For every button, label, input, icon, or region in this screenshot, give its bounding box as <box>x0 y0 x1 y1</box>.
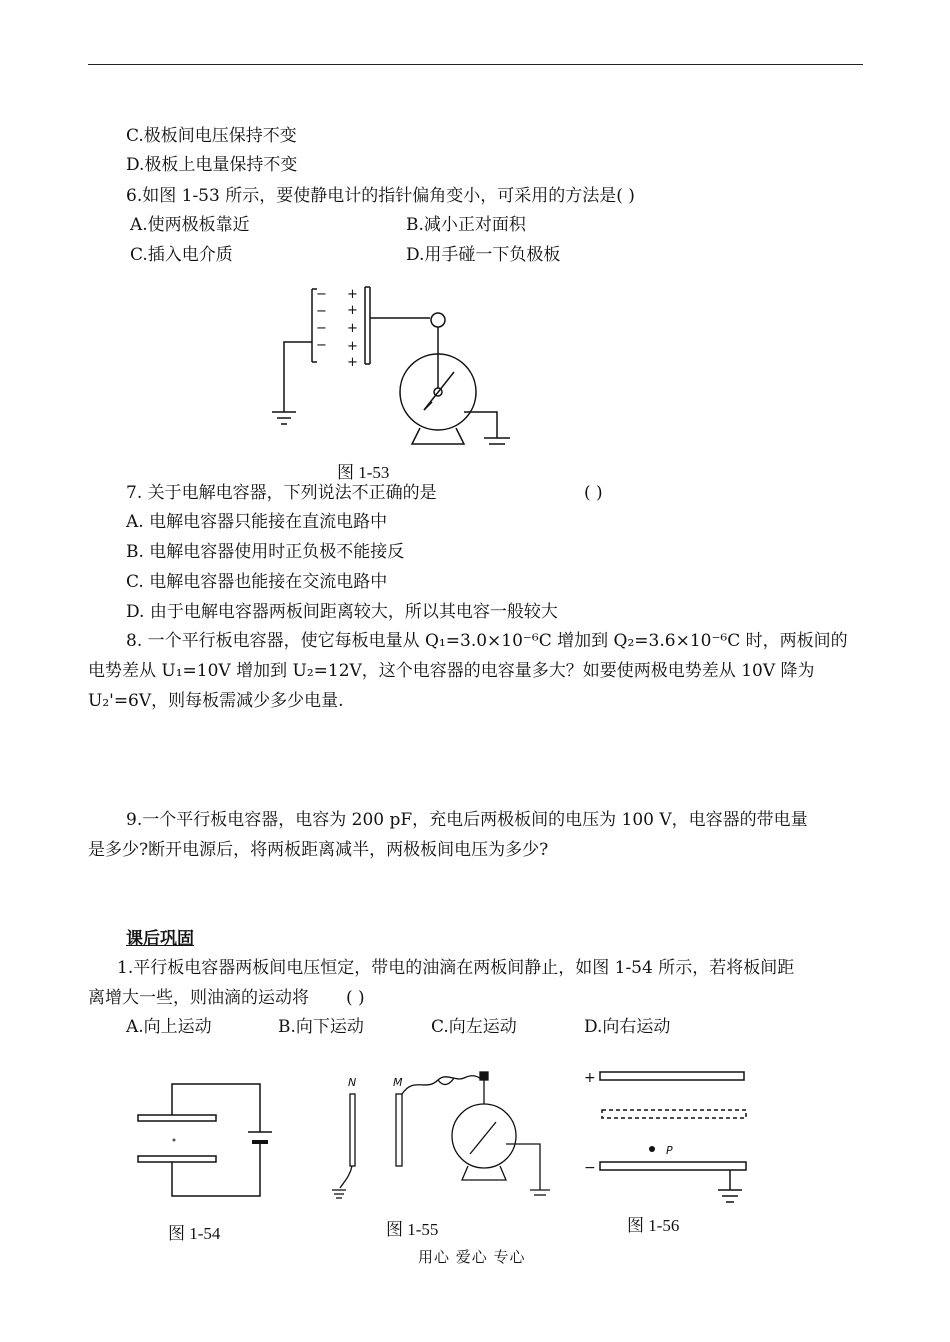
minus-sign: − <box>316 321 327 336</box>
practice-1-option-a: A.向上运动 <box>126 1017 212 1037</box>
question-8-line-2: 电势差从 U₁=10V 增加到 U₂=12V，这个电容器的电容量多大？如要使两极电势差从 10V 降为 <box>88 661 815 681</box>
plus-terminal: + <box>584 1070 596 1086</box>
question-9-line-1: 9.一个平行板电容器，电容为 200 pF，充电后两极板间的电压为 100 V，电容器的带电量 <box>126 810 808 830</box>
practice-1-line-2: 离增大一些，则油滴的运动将 <box>88 988 309 1008</box>
plate-n-label: N <box>348 1076 357 1089</box>
q7-option-c: C. 电解电容器也能接在交流电路中 <box>126 572 388 592</box>
minus-terminal: − <box>584 1160 596 1176</box>
q6-option-b: B.减小正对面积 <box>406 215 526 235</box>
plate-m-label: M <box>393 1076 403 1089</box>
minus-sign: − <box>316 338 327 353</box>
plus-sign: + <box>347 355 358 370</box>
q7-option-b: B. 电解电容器使用时正负极不能接反 <box>126 542 405 562</box>
option-d-prev: D.极板上电量保持不变 <box>126 155 298 175</box>
q7-answer-blank: ( ) <box>584 483 603 503</box>
plus-sign: + <box>347 321 358 336</box>
question-8-line-1: 8. 一个平行板电容器，使它每板电量从 Q₁=3.0×10⁻⁶C 增加到 Q₂=3.6×10⁻⁶C 时，两板间的 <box>126 631 848 651</box>
q6-option-c: C.插入电介质 <box>130 245 233 265</box>
practice-1-option-b: B.向下运动 <box>278 1017 364 1037</box>
figure-1-55 <box>326 1064 560 1204</box>
practice-1-option-d: D.向右运动 <box>584 1017 671 1037</box>
practice-1-line-1: 1.平行板电容器两板间电压恒定，带电的油滴在两板间静止，如图 1-54 所示，若将板间距 <box>117 958 795 978</box>
question-7: 7. 关于电解电容器，下列说法不正确的是 <box>126 483 437 503</box>
plus-sign: + <box>347 303 358 318</box>
q7-option-d: D. 由于电解电容器两板间距离较大，所以其电容一般较大 <box>126 602 558 622</box>
q6-option-d: D.用手碰一下负极板 <box>406 245 561 265</box>
plus-sign: + <box>347 287 358 302</box>
figure-1-54 <box>130 1080 280 1205</box>
question-6: 6.如图 1-53 所示，要使静电计的指针偏角变小，可采用的方法是( ) <box>126 186 635 206</box>
question-9-line-2: 是多少?断开电源后，将两板距离减半，两极板间电压为多少? <box>88 840 549 860</box>
figure-1-56 <box>580 1064 754 1210</box>
option-c-prev: C.极板间电压保持不变 <box>126 126 297 146</box>
practice-1-option-c: C.向左运动 <box>431 1017 517 1037</box>
figure-1-54-caption: 图 1-54 <box>168 1224 221 1243</box>
point-p-label: P <box>666 1144 673 1157</box>
question-8-line-3: U₂'=6V，则每板需减少多少电量. <box>88 691 344 711</box>
figure-1-53-caption: 图 1-53 <box>337 463 390 482</box>
header-rule <box>88 64 863 65</box>
section-heading: 课后巩固 <box>126 929 194 949</box>
page-footer: 用心 爱心 专心 <box>418 1248 526 1266</box>
figure-1-56-caption: 图 1-56 <box>627 1216 680 1235</box>
practice-1-answer-blank: ( ) <box>346 988 365 1008</box>
figure-1-55-caption: 图 1-55 <box>386 1220 439 1239</box>
minus-sign: − <box>316 304 327 319</box>
plus-sign: + <box>347 339 358 354</box>
q7-option-a: A. 电解电容器只能接在直流电路中 <box>126 512 388 532</box>
minus-sign: − <box>316 287 327 302</box>
q6-option-a: A.使两极板靠近 <box>130 215 250 235</box>
figure-1-53 <box>262 284 522 464</box>
